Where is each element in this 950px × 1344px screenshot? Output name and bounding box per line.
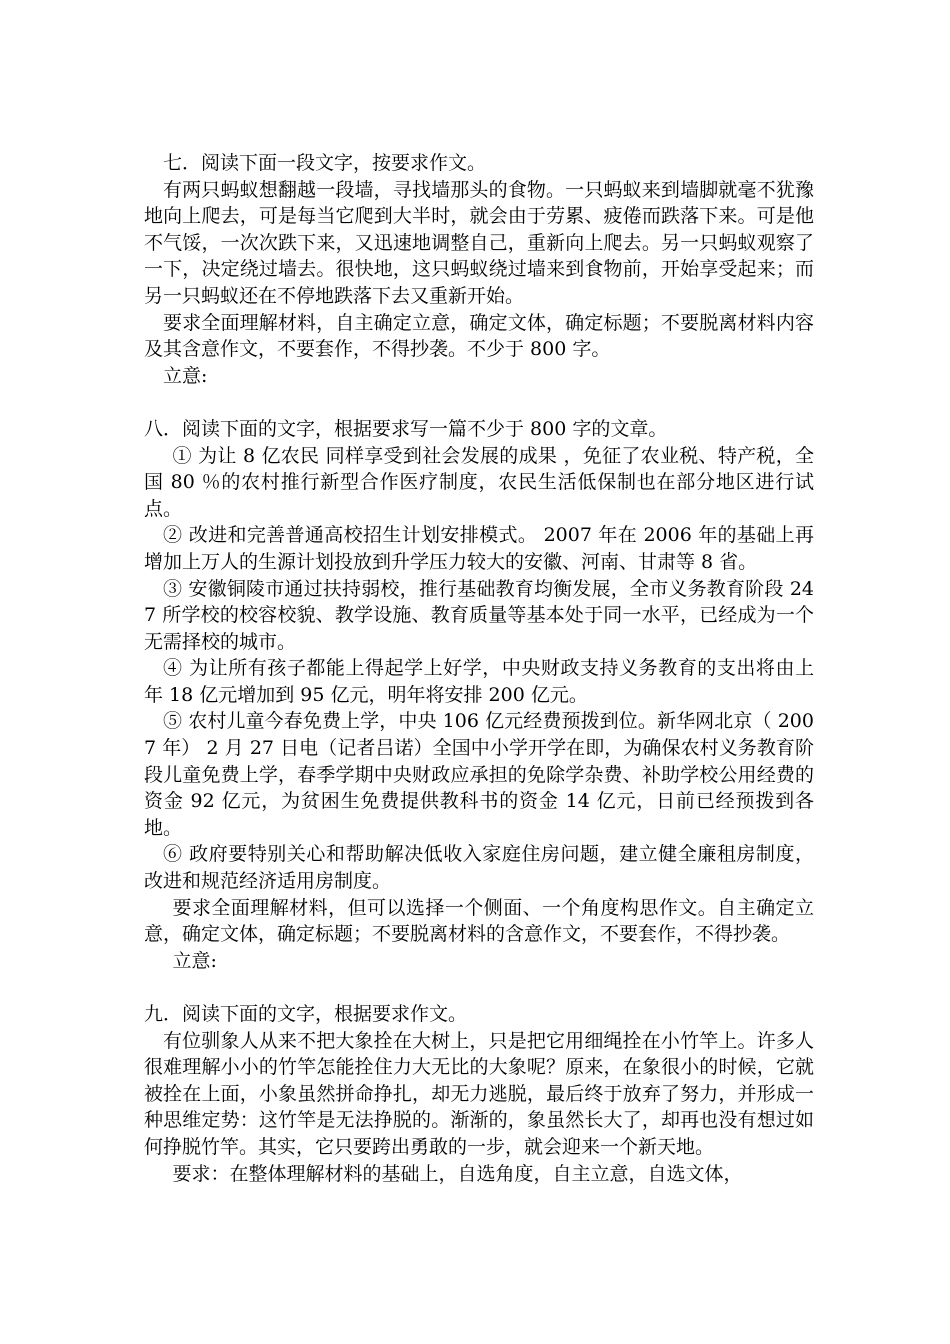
section-7 [144, 150, 814, 389]
idea-label: 立意: [172, 949, 217, 972]
section-heading: 七．阅读下面一段文字，按要求作文。 [163, 152, 487, 174]
idea-label: 立意: [163, 364, 208, 387]
section-heading: 九．阅读下面的文字，根据要求作文。 [144, 1003, 468, 1025]
material-item: ⑥ 政府要特别关心和帮助解决低收入家庭住房问题，建立健全廉租房制度，改进和规范经济适用房制度。 [144, 843, 814, 893]
material-item: ① 为让 8 亿农民 同样享受到社会发展的成果 ，免征了农业税、特产税，全国 80 ％的农村推行新型合作医疗制度，农民生活低保制也在部分地区进行试点。 [144, 444, 814, 520]
section-gap [144, 389, 814, 416]
document-page [144, 150, 814, 1187]
section-8 [144, 416, 814, 974]
material-item: ④ 为让所有孩子都能上得起学上好学，中央财政支持义务教育的支出将由上年 18 亿元增加到 95 亿元，明年将安排 200 亿元。 [144, 657, 814, 706]
material-paragraph: 有位驯象人从来不把大象拴在大树上，只是把它用细绳拴在小竹竿上。许多人很难理解小小的竹竿怎能拴住力大无比的大象呢？原来，在象很小的时候，它就被拴在上面，小象虽然拼命挣扎，却无力逃脱，最后终于放弃了努力，并形成一种思维定势：这竹竿是无法挣脱的。渐渐的，象虽然长大了，却再也没有想过如何挣脱竹竿。其实，它只要跨出勇敢的一步，就会迎来一个新天地。 [144, 1029, 814, 1158]
material-item: ⑤ 农村儿童今春免费上学，中央 106 亿元经费预拨到位。新华网北京（ 2007 年） 2 月 27 日电（记者吕诺）全国中小学开学在即，为确保农村义务教育阶段儿童免费上学，春季学期中央财政应承担的免除学杂费、补助学校公用经费的资金 92 亿元，为贫困生免费提供教科书的资金 14 亿元，日前已经预拨到各地。 [144, 710, 814, 839]
material-paragraph: 有两只蚂蚁想翻越一段墙，寻找墙那头的食物。一只蚂蚁来到墙脚就毫不犹豫地向上爬去，可是每当它爬到大半时，就会由于劳累、疲倦而跌落下来。可是他不气馁，一次次跌下来，又迅速地调整自己，重新向上爬去。另一只蚂蚁观察了一下，决定绕过墙去。很快地，这只蚂蚁绕过墙来到食物前，开始享受起来；而另一只蚂蚁还在不停地跌落下去又重新开始。 [144, 178, 814, 307]
requirement-paragraph: 要求全面理解材料，但可以选择一个侧面、一个角度构思作文。自主确定立意，确定文体，确定标题；不要脱离材料的含意作文，不要套作，不得抄袭。 [144, 896, 814, 946]
section-gap [144, 974, 814, 1001]
section-9 [144, 1001, 814, 1187]
material-item: ② 改进和完善普通高校招生计划安排模式。 2007 年在 2006 年的基础上再增加上万人的生源计划投放到升学压力较大的安徽、河南、甘肃等 8 省。 [144, 524, 814, 573]
requirement-paragraph: 要求：在整体理解材料的基础上，自选角度，自主立意，自选文体， [172, 1162, 743, 1185]
material-item: ③ 安徽铜陵市通过扶持弱校，推行基础教育均衡发展，全市义务教育阶段 247 所学校的校容校貌、教学设施、教育质量等基本处于同一水平，已经成为一个无需择校的城市。 [144, 577, 814, 653]
section-heading: 八．阅读下面的文字，根据要求写一篇不少于 800 字的文章。 [144, 417, 668, 440]
requirement-paragraph: 要求全面理解材料，自主确定立意，确定文体，确定标题；不要脱离材料内容及其含意作文，不要套作，不得抄袭。不少于 800 字。 [144, 311, 814, 361]
